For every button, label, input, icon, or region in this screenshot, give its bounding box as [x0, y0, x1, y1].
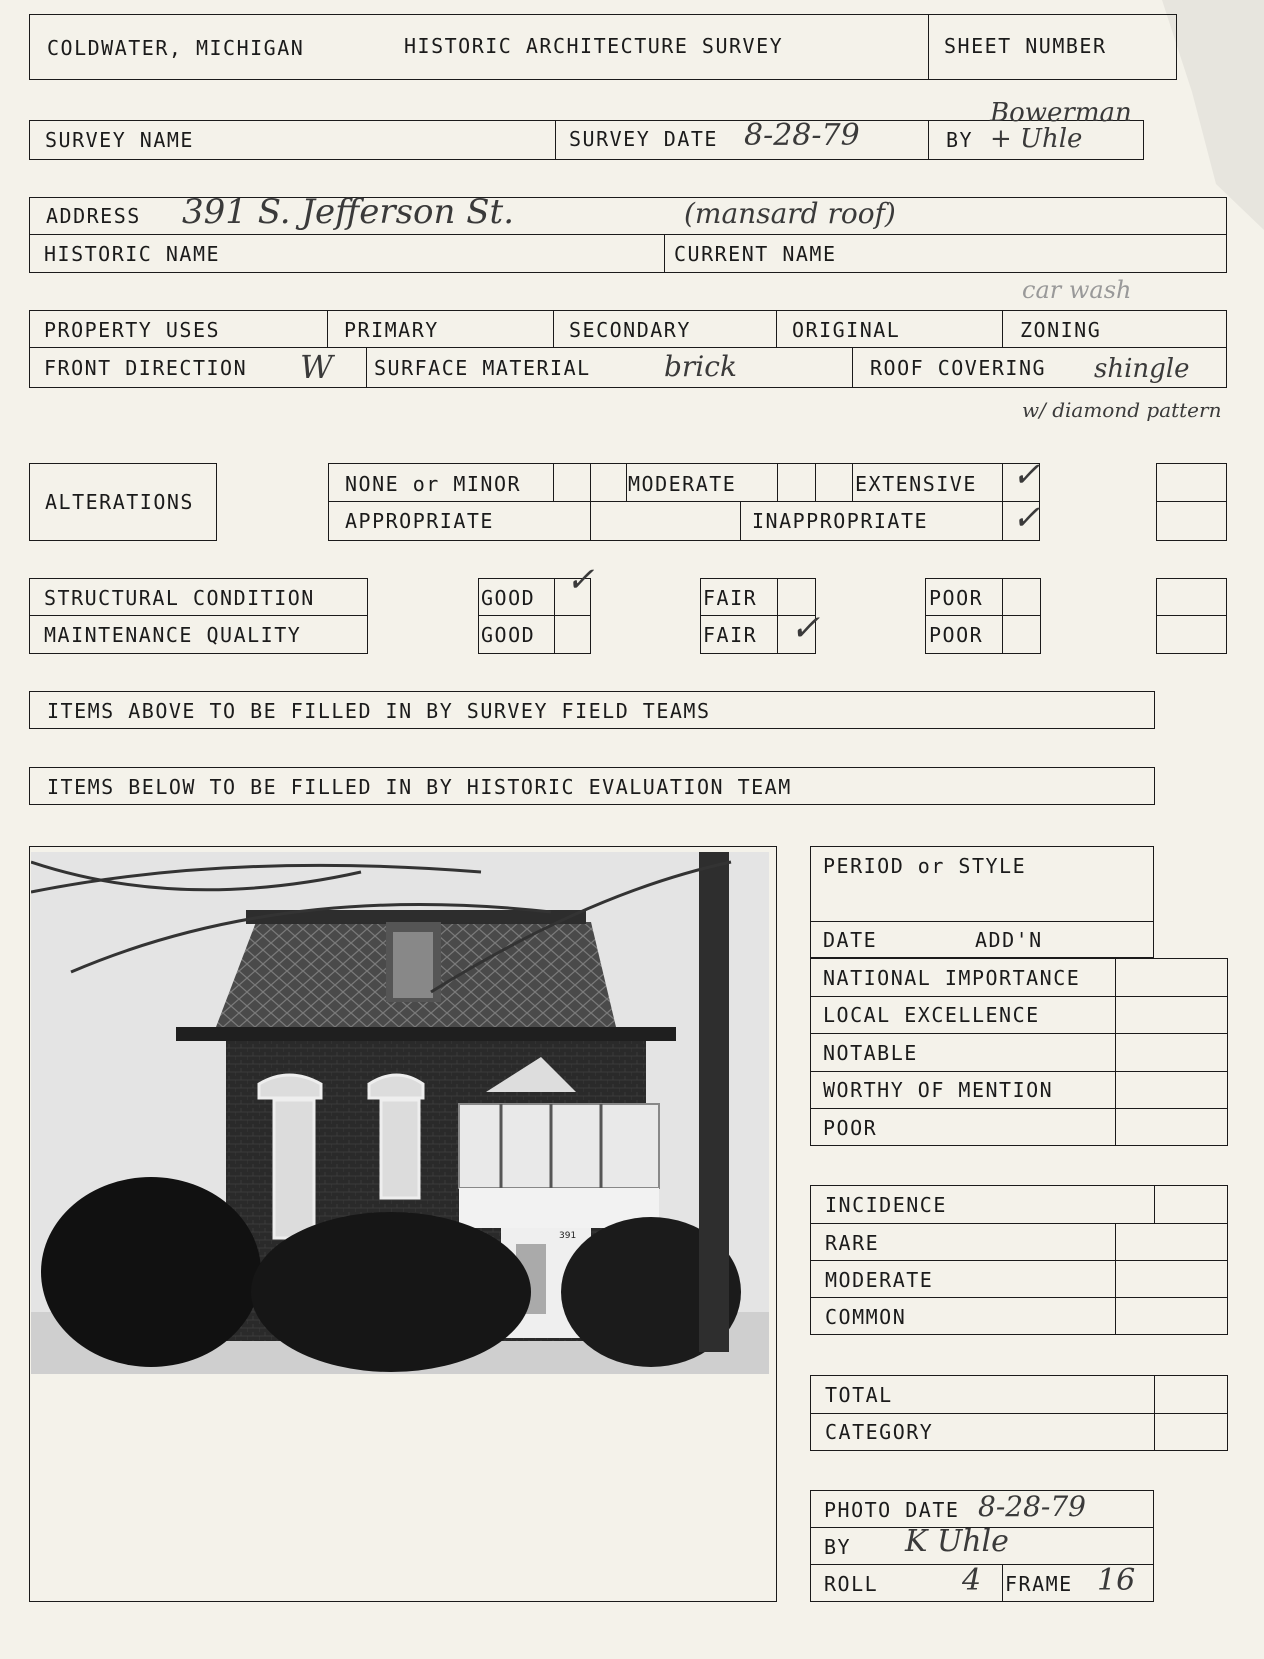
- photo-date-value: 8-28-79: [978, 1490, 1086, 1523]
- incidence-label: INCIDENCE: [825, 1193, 947, 1217]
- extensive-label: EXTENSIVE: [855, 472, 977, 496]
- alterations-label: ALTERATIONS: [45, 490, 194, 514]
- structural-good-label: GOOD: [481, 586, 536, 610]
- maintenance-fair-label: FAIR: [703, 623, 758, 647]
- roll-value: 4: [962, 1563, 982, 1598]
- category-label: CATEGORY: [825, 1420, 934, 1444]
- structural-check: ✓: [566, 560, 595, 600]
- frame-label: FRAME: [1005, 1572, 1073, 1596]
- address-note: (mansard roof): [684, 197, 896, 230]
- structural-poor-label: POOR: [929, 586, 984, 610]
- photo-by-value: K Uhle: [905, 1524, 1009, 1559]
- original-label: ORIGINAL: [792, 318, 901, 342]
- photo-date-label: PHOTO DATE: [824, 1498, 960, 1522]
- structural-condition-label: STRUCTURAL CONDITION: [44, 586, 315, 610]
- alteration-moderate-label: MODERATE: [628, 472, 737, 496]
- property-uses-label: PROPERTY USES: [44, 318, 221, 342]
- front-direction-value: W: [300, 348, 333, 386]
- extensive-check: ✓: [1012, 455, 1041, 495]
- maintenance-quality-label: MAINTENANCE QUALITY: [44, 623, 302, 647]
- photo-by-label: BY: [824, 1535, 852, 1559]
- inappropriate-label: INAPPROPRIATE: [752, 509, 929, 533]
- none-minor-label: NONE or MINOR: [345, 472, 522, 496]
- house-number: 391: [559, 1231, 577, 1241]
- form-title: HISTORIC ARCHITECTURE SURVEY: [404, 34, 784, 58]
- structural-fair-label: FAIR: [703, 586, 758, 610]
- front-direction-label: FRONT DIRECTION: [44, 356, 248, 380]
- frame-value: 16: [1097, 1563, 1136, 1598]
- inappropriate-check: ✓: [1012, 498, 1041, 538]
- date-label: DATE: [823, 928, 878, 952]
- roof-covering-label: ROOF COVERING: [870, 356, 1047, 380]
- surface-material-value: brick: [664, 350, 737, 383]
- survey-date-label: SURVEY DATE: [569, 127, 718, 151]
- worthy-of-mention-label: WORTHY OF MENTION: [823, 1078, 1054, 1102]
- secondary-label: SECONDARY: [569, 318, 691, 342]
- appropriate-label: APPROPRIATE: [345, 509, 494, 533]
- evaluation-poor-label: POOR: [823, 1116, 878, 1140]
- rare-label: RARE: [825, 1231, 880, 1255]
- house-photo: [31, 852, 769, 1374]
- period-style-label: PERIOD or STYLE: [823, 854, 1027, 878]
- survey-name-label: SURVEY NAME: [45, 128, 194, 152]
- maintenance-good-label: GOOD: [481, 623, 536, 647]
- survey-by-value: Bowerman + Uhle: [990, 98, 1132, 154]
- condition-score-box: [1156, 578, 1227, 654]
- addn-label: ADD'N: [975, 928, 1043, 952]
- historic-name-label: HISTORIC NAME: [44, 242, 221, 266]
- common-label: COMMON: [825, 1305, 907, 1329]
- incidence-moderate-label: MODERATE: [825, 1268, 934, 1292]
- items-below-note: ITEMS BELOW TO BE FILLED IN BY HISTORIC EVALUATION TEAM: [47, 775, 792, 799]
- maintenance-poor-label: POOR: [929, 623, 984, 647]
- local-excellence-label: LOCAL EXCELLENCE: [823, 1003, 1040, 1027]
- city-label: COLDWATER, MICHIGAN: [47, 36, 305, 60]
- sheet-number-label: SHEET NUMBER: [944, 34, 1107, 58]
- survey-date-value: 8-28-79: [744, 118, 860, 153]
- total-label: TOTAL: [825, 1383, 893, 1407]
- roll-label: ROLL: [824, 1572, 879, 1596]
- zoning-label: ZONING: [1020, 318, 1102, 342]
- current-name-label: CURRENT NAME: [674, 242, 837, 266]
- address-value: 391 S. Jefferson St.: [182, 192, 514, 232]
- roof-covering-value: shingle: [1094, 354, 1190, 384]
- surface-material-label: SURFACE MATERIAL: [374, 356, 591, 380]
- address-label: ADDRESS: [46, 204, 141, 228]
- roof-covering-note: w/ diamond pattern: [1022, 398, 1222, 422]
- zoning-note: car wash: [1022, 276, 1132, 304]
- national-importance-label: NATIONAL IMPORTANCE: [823, 966, 1081, 990]
- notable-label: NOTABLE: [823, 1041, 918, 1065]
- items-above-note: ITEMS ABOVE TO BE FILLED IN BY SURVEY FIELD TEAMS: [47, 699, 711, 723]
- primary-label: PRIMARY: [344, 318, 439, 342]
- alterations-score-box: [1156, 463, 1227, 541]
- survey-by-label: BY: [946, 128, 974, 152]
- maintenance-check: ✓: [790, 608, 821, 649]
